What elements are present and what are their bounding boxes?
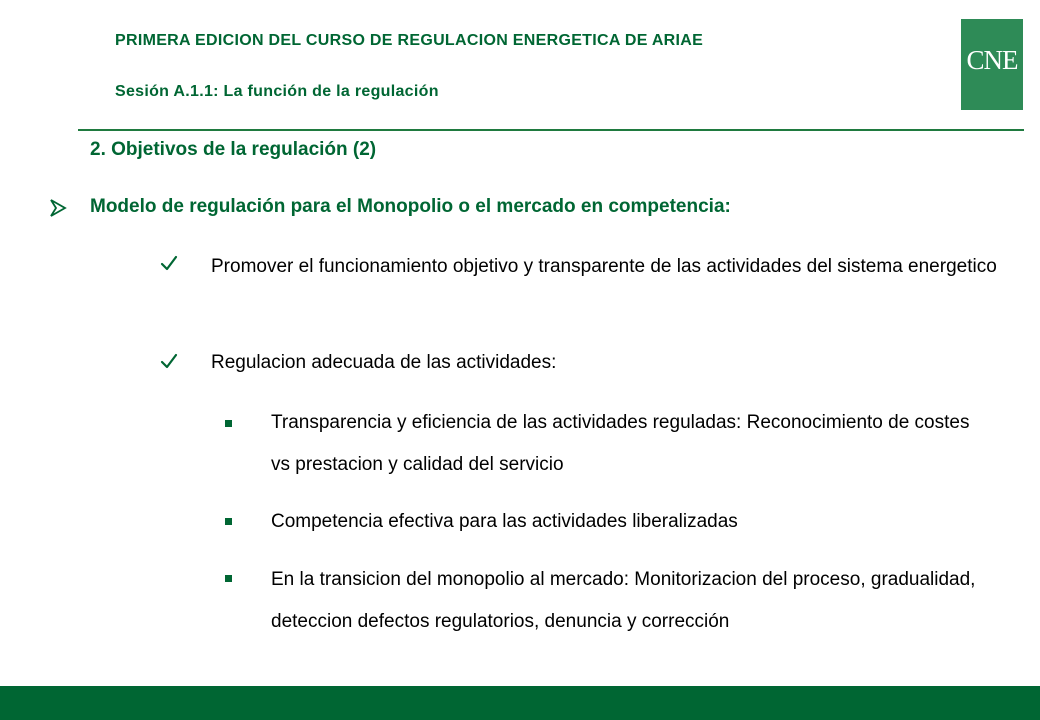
logo-text: CNE — [966, 45, 1018, 75]
square-bullet-icon — [225, 575, 232, 582]
cne-logo — [961, 19, 1023, 110]
sub-item-1: Transparencia y eficiencia de las actividades reguladas: Reconocimiento de costes vs prestacion y calidad del servicio — [271, 412, 970, 475]
session-title: Sesión A.1.1: La función de la regulación — [115, 83, 439, 100]
course-title: PRIMERA EDICION DEL CURSO DE REGULACION ENERGETICA DE ARIAE — [115, 32, 704, 49]
section-title: 2. Objetivos de la regulación (2) — [90, 139, 377, 160]
sub-item-3: En la transicion del monopolio al mercado: Monitorizacion del proceso, gradualidad, deteccion defectos regulatorios, denuncia y corrección — [271, 569, 976, 632]
square-bullet-icon — [225, 420, 232, 427]
checkmark-icon — [160, 254, 178, 272]
square-bullet-icon — [225, 518, 232, 525]
footer-bar — [0, 686, 1040, 720]
check-item-1: Promover el funcionamiento objetivo y transparente de las actividades del sistema energetico — [211, 256, 997, 277]
arrowhead-bullet-icon — [48, 198, 68, 218]
checkmark-icon — [160, 352, 178, 370]
main-heading: Modelo de regulación para el Monopolio o el mercado en competencia: — [90, 196, 731, 217]
header-divider — [78, 129, 1024, 131]
sub-item-2: Competencia efectiva para las actividades liberalizadas — [271, 511, 738, 532]
check-item-2: Regulacion adecuada de las actividades: — [211, 352, 557, 373]
